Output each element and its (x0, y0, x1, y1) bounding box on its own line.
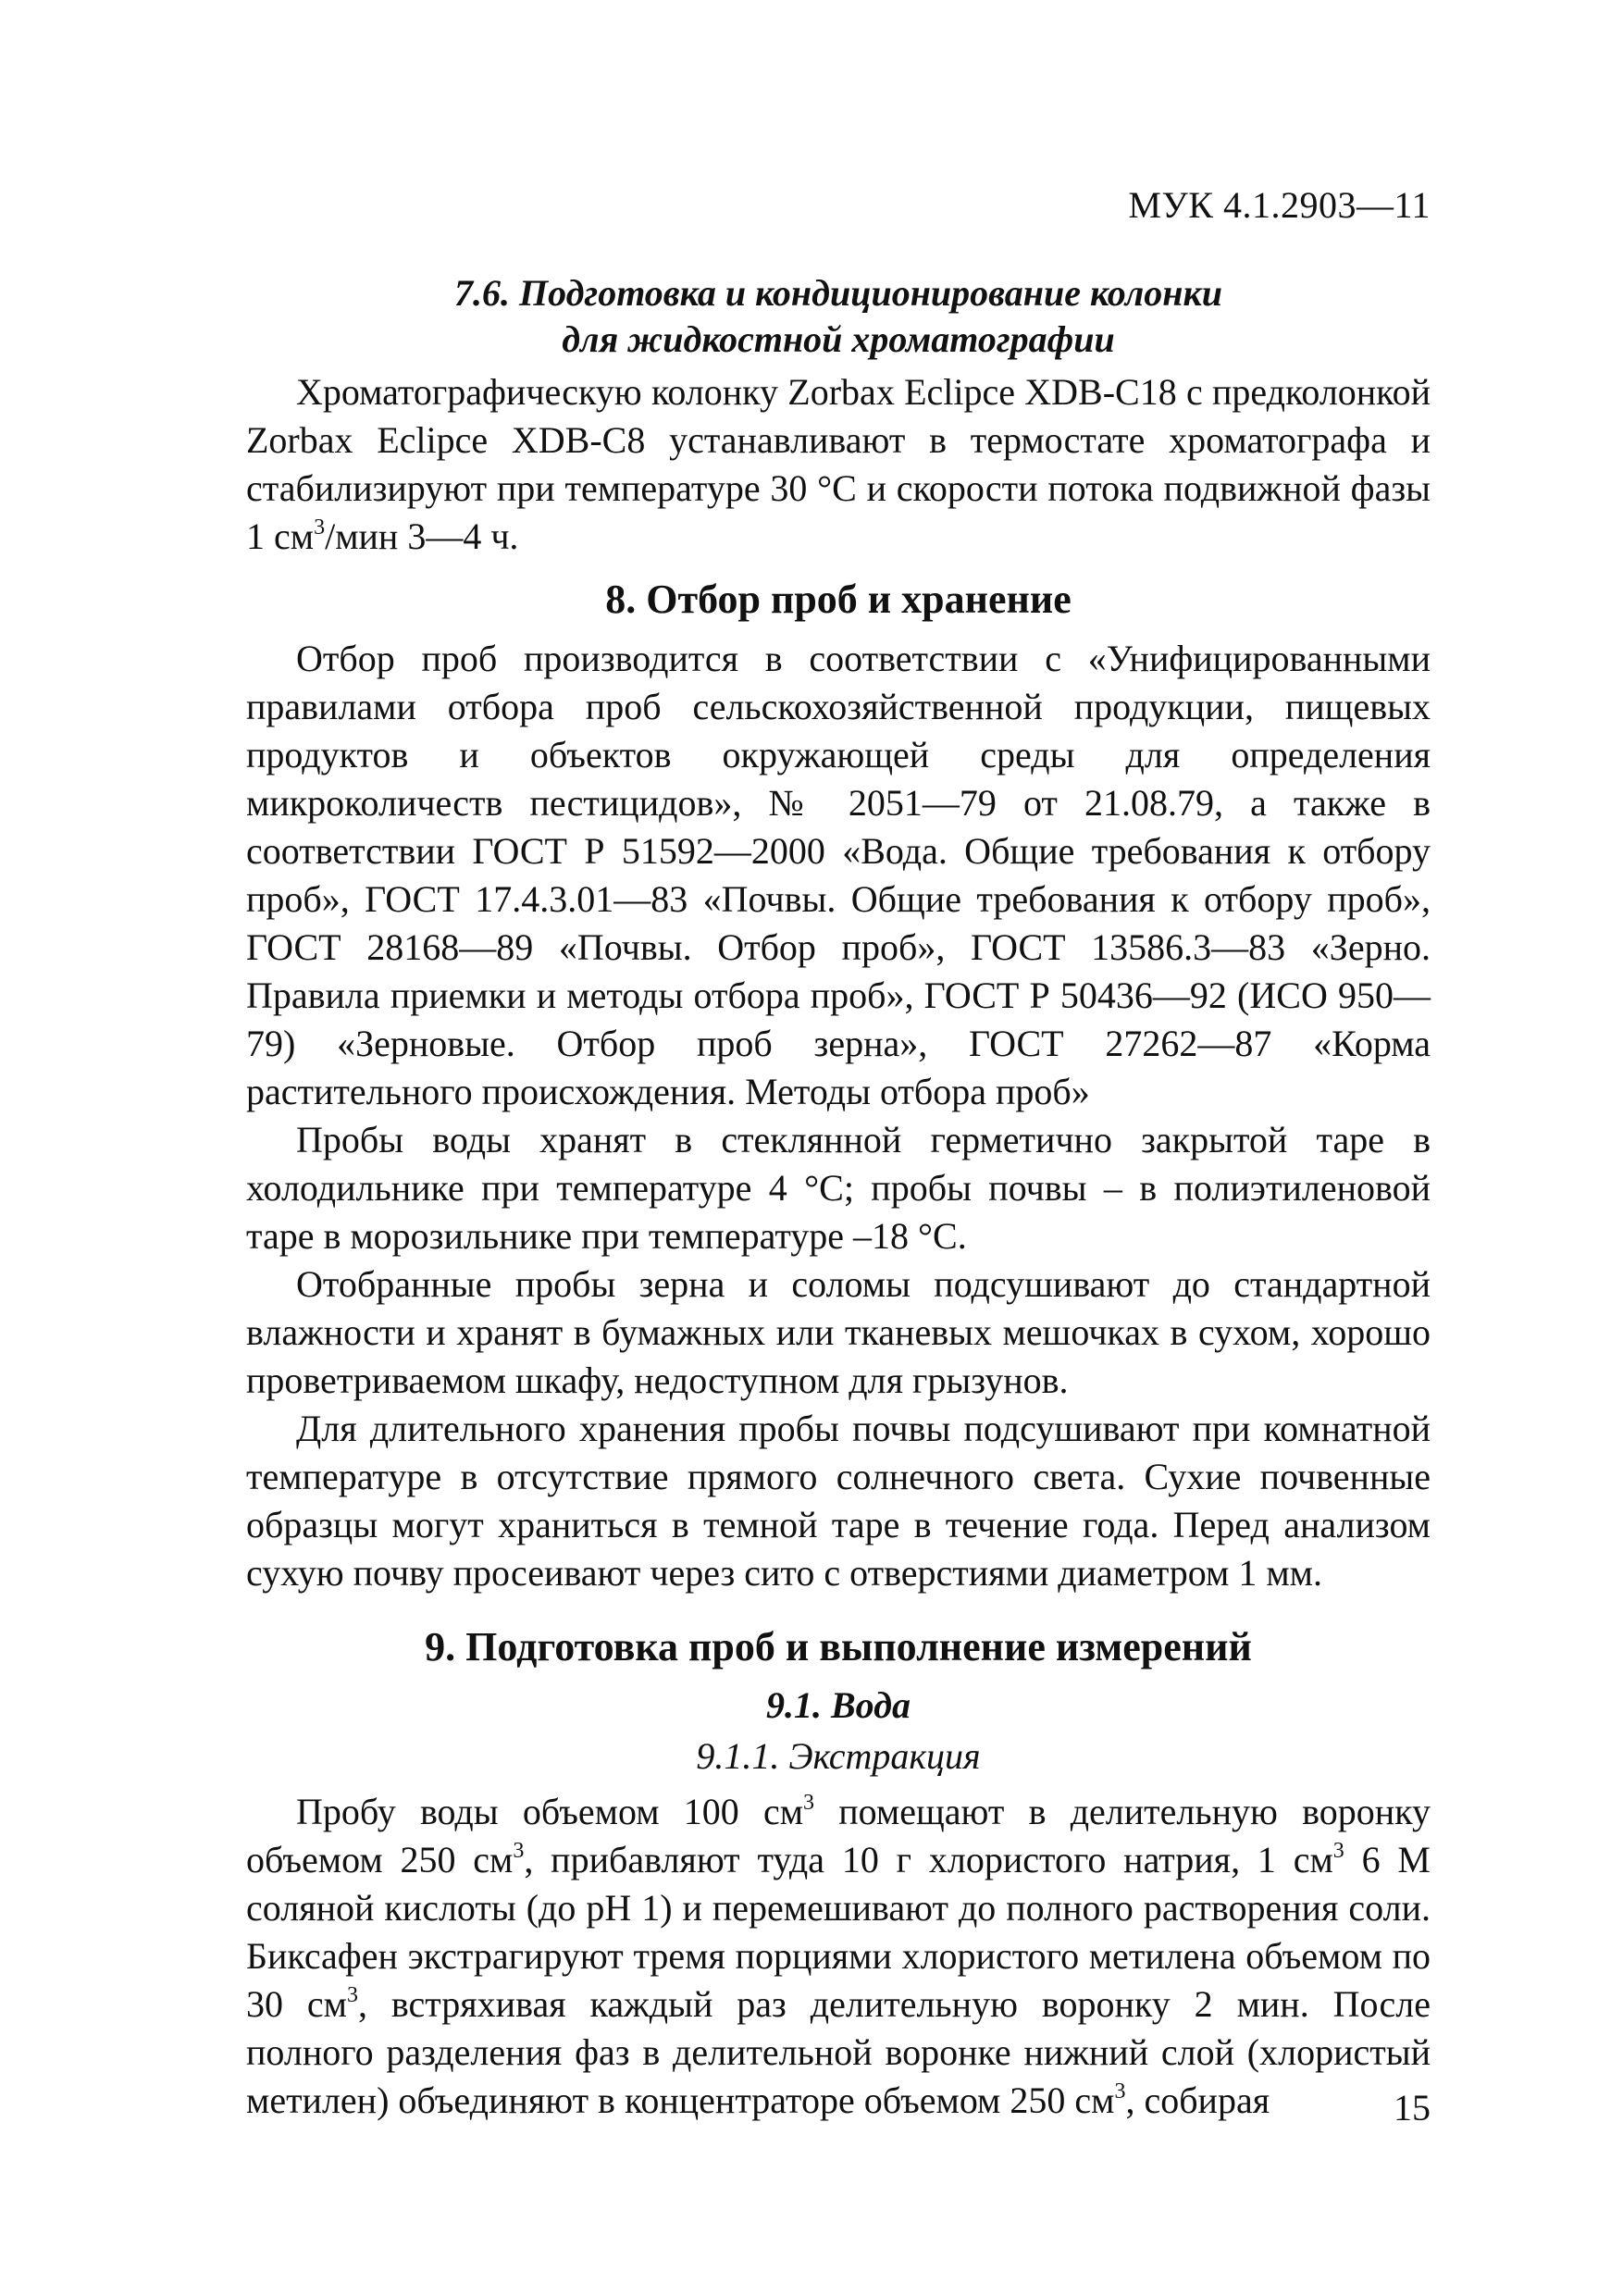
section-8-paragraph-1: Отбор проб производится в соответствии с «Унифицированными правилами отбора проб сельскохозяйственной продукции, пищевых продуктов и объектов окружающей среды для определения микроколичеств пестицидов», № 2051—79 от 21.08.79, а также в соответствии ГОСТ Р 51592—2000 «Вода. Общие требования к отбору проб», ГОСТ 17.4.3.01—83 «Почвы. Общие требования к отбору проб», ГОСТ 28168—89 «Почвы. Отбор проб», ГОСТ 13586.3—83 «Зерно. Правила приемки и методы отбора проб», ГОСТ Р 50436—92 (ИСО 950—79) «Зерновые. Отбор проб зерна», ГОСТ 27262—87 «Корма растительного происхождения. Методы отбора проб» (246, 638, 1431, 1112)
section-8-paragraph-3: Отобранные пробы зерна и соломы подсушивают до стандартной влажности и хранят в бумажных или тканевых мешочках в сухом, хорошо проветриваемом шкафу, недоступном для грызунов. (246, 1263, 1431, 1401)
section-9-1-heading: 9.1. Вода (766, 1684, 911, 1726)
page-content (246, 270, 1431, 2125)
section-9-1-1-heading: 9.1.1. Экстракция (696, 1735, 981, 1777)
section-8-heading: 8. Отбор проб и хранение (605, 577, 1072, 622)
document-code: МУК 4.1.2903—11 (1128, 184, 1431, 226)
section-7-6-title-line-1: 7.6. Подготовка и кондиционирование колонки (454, 272, 1222, 314)
section-9-1-1-paragraph: Пробу воды объемом 100 $см^3$ помещают в делительную воронку объемом 250 $см^3$, прибавляют туда 10 г хлористого натрия, 1 $см^3$ 6 М соляной кислоты (до рН 1) и перемешивают до полного растворения соли. Биксафен экстрагируют тремя порциями хлористого метилена объемом по 30 $см^3$, встряхивая каждый раз делительную воронку 2 мин. После полного разделения фаз в делительной воронке нижний слой (хлористый метилен) объединяют в концентраторе объемом 250 $см^3$, собирая (246, 1791, 1431, 2121)
section-8-paragraph-4: Для длительного хранения пробы почвы подсушивают при комнатной температуре в отсутствие прямого солнечного света. Сухие почвенные образцы могут храниться в темной таре в течение года. Перед анализом сухую почву просеивают через сито с отверстиями диаметром 1 мм. (246, 1408, 1431, 1594)
section-9-heading: 9. Подготовка проб и выполнение измерений (425, 1624, 1252, 1669)
page-number: 15 (1394, 2087, 1431, 2128)
section-7-6-paragraph: Хроматографическую колонку Zorbax Eclipce XDB-C18 с предколонкой Zorbax Eclipce XDB-C8 устанавливают в термостате хроматографа и стабилизируют при температуре 30 °С и скорости потока подвижной фазы 1 $см^3$/мин 3—4 ч. (246, 371, 1431, 557)
section-8-paragraph-2: Пробы воды хранят в стеклянной герметично закрытой таре в холодильнике при температуре 4 °С; пробы почвы – в полиэтиленовой таре в морозильнике при температуре –18 °С. (246, 1119, 1431, 1257)
section-7-6-title-line-2: для жидкостной хроматографии (562, 318, 1115, 360)
